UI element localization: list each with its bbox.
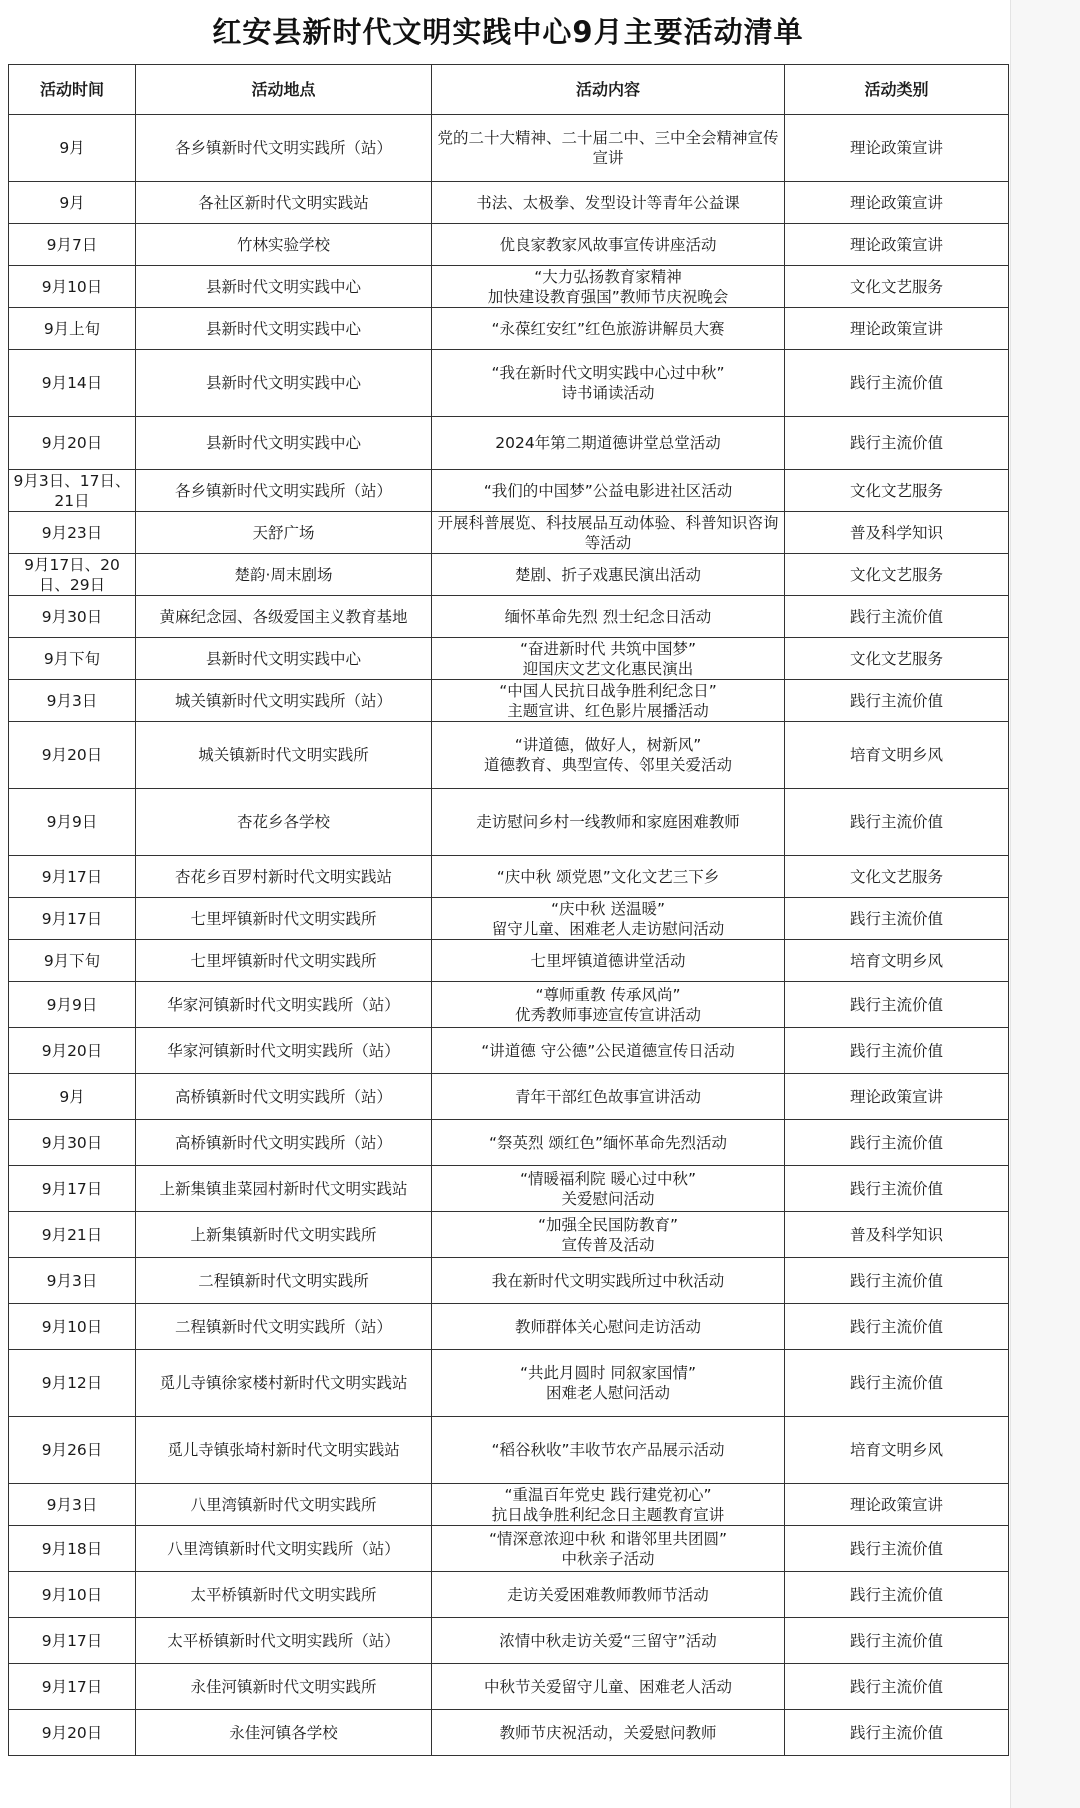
cell-time: 9月17日、20日、29日 — [9, 554, 136, 596]
cell-place: 楚韵·周末剧场 — [136, 554, 432, 596]
cell-place: 上新集镇韭菜园村新时代文明实践站 — [136, 1166, 432, 1212]
cell-type: 践行主流价值 — [785, 1120, 1009, 1166]
header-place: 活动地点 — [136, 65, 432, 115]
cell-type: 理论政策宣讲 — [785, 1074, 1009, 1120]
cell-place: 七里坪镇新时代文明实践所 — [136, 940, 432, 982]
cell-place: 县新时代文明实践中心 — [136, 350, 432, 417]
cell-time: 9月17日 — [9, 898, 136, 940]
table-row — [9, 182, 1009, 224]
cell-content: “共此月圆时 同叙家国情” 困难老人慰问活动 — [432, 1350, 785, 1417]
cell-type: 践行主流价值 — [785, 1664, 1009, 1710]
cell-content: “稻谷秋收”丰收节农产品展示活动 — [432, 1417, 785, 1484]
cell-place: 各乡镇新时代文明实践所（站） — [136, 115, 432, 182]
cell-type: 践行主流价值 — [785, 596, 1009, 638]
header-type: 活动类别 — [785, 65, 1009, 115]
cell-type: 践行主流价值 — [785, 1166, 1009, 1212]
cell-content: “加强全民国防教育” 宣传普及活动 — [432, 1212, 785, 1258]
cell-type: 培育文明乡风 — [785, 940, 1009, 982]
cell-type: 践行主流价值 — [785, 898, 1009, 940]
page-title: 红安县新时代文明实践中心9月主要活动清单 — [212, 15, 804, 49]
cell-time: 9月23日 — [9, 512, 136, 554]
table-row — [9, 1350, 1009, 1417]
cell-time: 9月20日 — [9, 722, 136, 789]
cell-type: 践行主流价值 — [785, 417, 1009, 470]
table-row — [9, 512, 1009, 554]
table-body — [9, 115, 1009, 1756]
cell-time: 9月17日 — [9, 1166, 136, 1212]
table-header-row — [9, 65, 1009, 115]
activity-table — [8, 64, 1009, 1756]
cell-content: 七里坪镇道德讲堂活动 — [432, 940, 785, 982]
cell-type: 践行主流价值 — [785, 350, 1009, 417]
table-row — [9, 554, 1009, 596]
table-row — [9, 596, 1009, 638]
cell-place: 觅儿寺镇徐家楼村新时代文明实践站 — [136, 1350, 432, 1417]
cell-type: 文化文艺服务 — [785, 266, 1009, 308]
cell-place: 县新时代文明实践中心 — [136, 308, 432, 350]
cell-content: 党的二十大精神、二十届二中、三中全会精神宣传宣讲 — [432, 115, 785, 182]
cell-type: 理论政策宣讲 — [785, 1484, 1009, 1526]
cell-time: 9月30日 — [9, 1120, 136, 1166]
cell-content: 中秋节关爱留守儿童、困难老人活动 — [432, 1664, 785, 1710]
cell-time: 9月20日 — [9, 1710, 136, 1756]
table-row — [9, 856, 1009, 898]
cell-time: 9月20日 — [9, 417, 136, 470]
cell-time: 9月7日 — [9, 224, 136, 266]
cell-time: 9月14日 — [9, 350, 136, 417]
cell-place: 县新时代文明实践中心 — [136, 417, 432, 470]
table-row — [9, 1166, 1009, 1212]
cell-content: 教师群体关心慰问走访活动 — [432, 1304, 785, 1350]
cell-time: 9月20日 — [9, 1028, 136, 1074]
cell-place: 竹林实验学校 — [136, 224, 432, 266]
table-row — [9, 417, 1009, 470]
table-row — [9, 1304, 1009, 1350]
table-row — [9, 1484, 1009, 1526]
cell-content: 书法、太极拳、发型设计等青年公益课 — [432, 182, 785, 224]
cell-content: “讲道德 守公德”公民道德宣传日活动 — [432, 1028, 785, 1074]
cell-time: 9月17日 — [9, 856, 136, 898]
table-row — [9, 1212, 1009, 1258]
cell-time: 9月9日 — [9, 982, 136, 1028]
cell-content: 楚剧、折子戏惠民演出活动 — [432, 554, 785, 596]
cell-content: “情深意浓迎中秋 和谐邻里共团圆” 中秋亲子活动 — [432, 1526, 785, 1572]
cell-time: 9月下旬 — [9, 940, 136, 982]
table-row — [9, 680, 1009, 722]
cell-time: 9月10日 — [9, 266, 136, 308]
table-row — [9, 789, 1009, 856]
cell-place: 县新时代文明实践中心 — [136, 638, 432, 680]
cell-content: “讲道德，做好人，树新风” 道德教育、典型宣传、邻里关爱活动 — [432, 722, 785, 789]
table-row — [9, 1664, 1009, 1710]
cell-place: 高桥镇新时代文明实践所（站） — [136, 1120, 432, 1166]
table-row — [9, 982, 1009, 1028]
cell-type: 理论政策宣讲 — [785, 224, 1009, 266]
table-row — [9, 470, 1009, 512]
cell-type: 文化文艺服务 — [785, 470, 1009, 512]
table-row — [9, 638, 1009, 680]
right-margin-strip — [1010, 0, 1080, 1808]
cell-time: 9月12日 — [9, 1350, 136, 1417]
cell-place: 太平桥镇新时代文明实践所 — [136, 1572, 432, 1618]
cell-content: 青年干部红色故事宣讲活动 — [432, 1074, 785, 1120]
cell-time: 9月30日 — [9, 596, 136, 638]
cell-time: 9月3日 — [9, 680, 136, 722]
cell-content: “祭英烈 颂红色”缅怀革命先烈活动 — [432, 1120, 785, 1166]
cell-time: 9月9日 — [9, 789, 136, 856]
cell-type: 培育文明乡风 — [785, 1417, 1009, 1484]
cell-content: “我们的中国梦”公益电影进社区活动 — [432, 470, 785, 512]
cell-time: 9月10日 — [9, 1304, 136, 1350]
cell-place: 觅儿寺镇张埼村新时代文明实践站 — [136, 1417, 432, 1484]
cell-time: 9月下旬 — [9, 638, 136, 680]
table-row — [9, 898, 1009, 940]
cell-place: 八里湾镇新时代文明实践所 — [136, 1484, 432, 1526]
cell-type: 理论政策宣讲 — [785, 308, 1009, 350]
cell-content: “我在新时代文明实践中心过中秋” 诗书诵读活动 — [432, 350, 785, 417]
table-row — [9, 1572, 1009, 1618]
cell-place: 太平桥镇新时代文明实践所（站） — [136, 1618, 432, 1664]
cell-time: 9月10日 — [9, 1572, 136, 1618]
cell-content: “尊师重教 传承风尚” 优秀教师事迹宣传宣讲活动 — [432, 982, 785, 1028]
cell-type: 践行主流价值 — [785, 982, 1009, 1028]
header-time: 活动时间 — [9, 65, 136, 115]
cell-type: 践行主流价值 — [785, 1350, 1009, 1417]
cell-place: 八里湾镇新时代文明实践所（站） — [136, 1526, 432, 1572]
table-row — [9, 1258, 1009, 1304]
cell-type: 普及科学知识 — [785, 1212, 1009, 1258]
cell-place: 城关镇新时代文明实践所 — [136, 722, 432, 789]
cell-time: 9月21日 — [9, 1212, 136, 1258]
cell-type: 践行主流价值 — [785, 680, 1009, 722]
cell-place: 天舒广场 — [136, 512, 432, 554]
cell-type: 文化文艺服务 — [785, 554, 1009, 596]
cell-time: 9月17日 — [9, 1618, 136, 1664]
cell-place: 杏花乡各学校 — [136, 789, 432, 856]
cell-place: 城关镇新时代文明实践所（站） — [136, 680, 432, 722]
table-row — [9, 1074, 1009, 1120]
cell-content: “重温百年党史 践行建党初心” 抗日战争胜利纪念日主题教育宣讲 — [432, 1484, 785, 1526]
cell-type: 文化文艺服务 — [785, 856, 1009, 898]
cell-content: “奋进新时代 共筑中国梦” 迎国庆文艺文化惠民演出 — [432, 638, 785, 680]
cell-content: 走访关爱困难教师教师节活动 — [432, 1572, 785, 1618]
cell-content: “庆中秋 送温暖” 留守儿童、困难老人走访慰问活动 — [432, 898, 785, 940]
cell-place: 华家河镇新时代文明实践所（站） — [136, 1028, 432, 1074]
cell-content: “情暖福利院 暖心过中秋” 关爱慰问活动 — [432, 1166, 785, 1212]
cell-place: 县新时代文明实践中心 — [136, 266, 432, 308]
cell-place: 永佳河镇各学校 — [136, 1710, 432, 1756]
cell-content: 2024年第二期道德讲堂总堂活动 — [432, 417, 785, 470]
cell-type: 践行主流价值 — [785, 1028, 1009, 1074]
cell-time: 9月3日 — [9, 1258, 136, 1304]
cell-time: 9月 — [9, 182, 136, 224]
cell-type: 理论政策宣讲 — [785, 182, 1009, 224]
cell-time: 9月上旬 — [9, 308, 136, 350]
cell-place: 黄麻纪念园、各级爱国主义教育基地 — [136, 596, 432, 638]
cell-time: 9月18日 — [9, 1526, 136, 1572]
cell-place: 华家河镇新时代文明实践所（站） — [136, 982, 432, 1028]
cell-content: “庆中秋 颂党恩”文化文艺三下乡 — [432, 856, 785, 898]
cell-place: 二程镇新时代文明实践所（站） — [136, 1304, 432, 1350]
cell-content: 开展科普展览、科技展品互动体验、科普知识咨询等活动 — [432, 512, 785, 554]
table-row — [9, 1028, 1009, 1074]
table-row — [9, 722, 1009, 789]
cell-type: 践行主流价值 — [785, 1258, 1009, 1304]
cell-place: 各社区新时代文明实践站 — [136, 182, 432, 224]
cell-type: 文化文艺服务 — [785, 638, 1009, 680]
table-row — [9, 115, 1009, 182]
cell-content: 缅怀革命先烈 烈士纪念日活动 — [432, 596, 785, 638]
table-row — [9, 1120, 1009, 1166]
cell-type: 践行主流价值 — [785, 1304, 1009, 1350]
cell-place: 二程镇新时代文明实践所 — [136, 1258, 432, 1304]
cell-type: 理论政策宣讲 — [785, 115, 1009, 182]
cell-type: 践行主流价值 — [785, 1572, 1009, 1618]
cell-place: 高桥镇新时代文明实践所（站） — [136, 1074, 432, 1120]
cell-place: 永佳河镇新时代文明实践所 — [136, 1664, 432, 1710]
cell-time: 9月3日 — [9, 1484, 136, 1526]
cell-time: 9月 — [9, 115, 136, 182]
cell-content: “大力弘扬教育家精神 加快建设教育强国”教师节庆祝晚会 — [432, 266, 785, 308]
cell-place: 七里坪镇新时代文明实践所 — [136, 898, 432, 940]
table-row — [9, 940, 1009, 982]
cell-content: 教师节庆祝活动，关爱慰问教师 — [432, 1710, 785, 1756]
cell-place: 上新集镇新时代文明实践所 — [136, 1212, 432, 1258]
cell-time: 9月26日 — [9, 1417, 136, 1484]
header-content: 活动内容 — [432, 65, 785, 115]
cell-type: 践行主流价值 — [785, 789, 1009, 856]
cell-type: 践行主流价值 — [785, 1618, 1009, 1664]
cell-time: 9月17日 — [9, 1664, 136, 1710]
table-row — [9, 308, 1009, 350]
table-row — [9, 350, 1009, 417]
cell-time: 9月 — [9, 1074, 136, 1120]
cell-place: 各乡镇新时代文明实践所（站） — [136, 470, 432, 512]
cell-type: 培育文明乡风 — [785, 722, 1009, 789]
table-row — [9, 1417, 1009, 1484]
cell-time: 9月3日、17日、21日 — [9, 470, 136, 512]
cell-content: “永葆红安红”红色旅游讲解员大赛 — [432, 308, 785, 350]
cell-content: 走访慰问乡村一线教师和家庭困难教师 — [432, 789, 785, 856]
cell-place: 杏花乡百罗村新时代文明实践站 — [136, 856, 432, 898]
table-row — [9, 1710, 1009, 1756]
cell-content: 浓情中秋走访关爱“三留守”活动 — [432, 1618, 785, 1664]
table-row — [9, 1618, 1009, 1664]
table-row — [9, 266, 1009, 308]
cell-content: “中国人民抗日战争胜利纪念日” 主题宣讲、红色影片展播活动 — [432, 680, 785, 722]
cell-type: 践行主流价值 — [785, 1710, 1009, 1756]
cell-type: 普及科学知识 — [785, 512, 1009, 554]
cell-type: 践行主流价值 — [785, 1526, 1009, 1572]
table-row — [9, 1526, 1009, 1572]
cell-content: 我在新时代文明实践所过中秋活动 — [432, 1258, 785, 1304]
table-row — [9, 224, 1009, 266]
cell-content: 优良家教家风故事宣传讲座活动 — [432, 224, 785, 266]
